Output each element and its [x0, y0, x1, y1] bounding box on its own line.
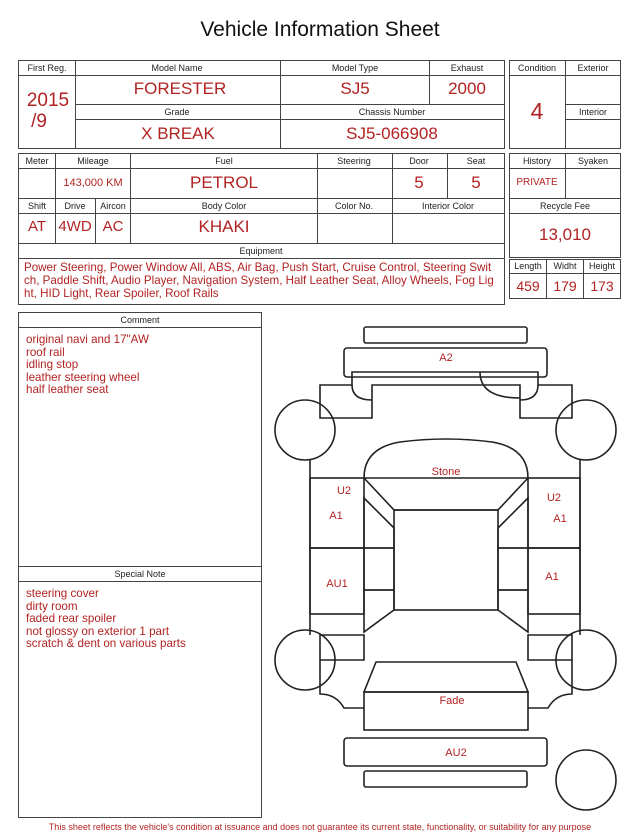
drive-value: 4WD: [58, 218, 92, 235]
model-type-label: Model Type: [331, 63, 379, 73]
right-quarter-window: [498, 590, 528, 632]
seat-label: Seat: [466, 156, 486, 166]
height-value: 173: [590, 278, 614, 294]
rear-left-corner: [320, 660, 364, 708]
syaken-label: Syaken: [577, 156, 609, 166]
meter-label: Meter: [25, 156, 49, 166]
recycle-fee-label: Recycle Fee: [539, 201, 591, 211]
disclaimer-footer: This sheet reflects the vehicle's condition at issuance and does not guarantee its current state, functionality, or suitability for any purpose: [48, 822, 592, 832]
aircon-label: Aircon: [100, 201, 126, 211]
front-grille-bar: [364, 327, 527, 343]
grade-value: X BREAK: [141, 124, 215, 143]
seat-value: 5: [471, 173, 481, 192]
front-right-light: [520, 385, 538, 400]
body-color-value: KHAKI: [198, 217, 250, 236]
shift-label: Shift: [27, 201, 47, 211]
color-no-label: Color No.: [334, 201, 374, 211]
comment-list: [26, 334, 149, 397]
model-name-label: Model Name: [151, 63, 203, 73]
exhaust-value: 2000: [448, 79, 486, 98]
windshield: [364, 478, 528, 510]
mark-tailgate: Fade: [439, 695, 465, 707]
wheel-front-left: [275, 400, 335, 460]
mark-rear-bumper: AU2: [445, 747, 467, 759]
left-rear-window: [364, 548, 394, 590]
exhaust-label: Exhaust: [450, 63, 484, 73]
interior-color-label: Interior Color: [421, 201, 475, 211]
special-note-line: not glossy on exterior 1 part: [26, 624, 170, 638]
length-value: 459: [516, 278, 540, 294]
equipment-label: Equipment: [239, 246, 283, 256]
mark-front-bumper: A2: [439, 352, 453, 364]
door-label: Door: [409, 156, 429, 166]
fuel-value: PETROL: [189, 173, 259, 192]
mark-hood: Stone: [431, 466, 461, 478]
interior-label: Interior: [578, 107, 608, 117]
comment-line: original navi and 17"AW: [26, 333, 149, 346]
special-note-line: steering cover: [26, 587, 99, 600]
width-label: Widht: [553, 261, 577, 271]
history-value: PRIVATE: [516, 177, 558, 188]
mark-right-front-fender: A1: [553, 513, 567, 525]
aircon-value: AC: [102, 218, 124, 235]
condition-value: 4: [530, 98, 544, 124]
comment-line: roof rail: [26, 345, 65, 359]
mark-left-rear-door: AU1: [326, 578, 348, 590]
comment-line: idling stop: [26, 358, 79, 372]
mark-right-rear-door: A1: [545, 571, 559, 583]
mark-left-front-fender-upper: U2: [336, 485, 352, 497]
special-note-label: Special Note: [114, 569, 166, 579]
roof: [394, 510, 498, 610]
special-note-line: scratch & dent on various parts: [26, 637, 186, 651]
comment-line: leather steering wheel: [26, 370, 140, 384]
body-color-label: Body Color: [201, 201, 247, 211]
recycle-fee-value: 13,010: [539, 225, 591, 244]
special-note-line: faded rear spoiler: [26, 612, 117, 626]
exterior-label: Exterior: [577, 63, 609, 73]
mark-left-front-fender: A1: [329, 510, 343, 522]
right-rear-window: [498, 548, 528, 590]
first-reg-year: 2015: [26, 90, 70, 111]
comment-label: Comment: [120, 315, 160, 325]
history-label: History: [522, 156, 552, 166]
mileage-label: Mileage: [77, 156, 109, 166]
mileage-value: 143,000 KM: [63, 177, 123, 189]
width-value: 179: [553, 278, 577, 294]
drive-label: Drive: [64, 201, 86, 211]
model-type-value: SJ5: [340, 79, 370, 98]
first-reg-label: First Reg.: [27, 63, 67, 73]
rear-right-corner: [528, 660, 572, 708]
special-note-list: [26, 588, 186, 651]
first-reg-month: /9: [31, 111, 47, 132]
rear-bar: [364, 771, 527, 787]
steering-label: Steering: [337, 156, 371, 166]
height-label: Height: [588, 261, 616, 271]
special-note-line: dirty room: [26, 599, 78, 613]
page-title: Vehicle Information Sheet: [200, 18, 440, 41]
chassis-value: SJ5-066908: [346, 124, 438, 143]
front-left-light: [352, 385, 372, 400]
chassis-label: Chassis Number: [358, 107, 426, 117]
door-value: 5: [414, 173, 424, 192]
spare-wheel: [556, 750, 616, 810]
shift-value: AT: [27, 218, 47, 235]
rear-glass: [364, 662, 528, 692]
left-quarter-window: [364, 590, 394, 632]
condition-label: Condition: [517, 63, 557, 73]
grade-label: Grade: [164, 107, 190, 117]
equipment-value: Power Steering, Power Window All, ABS, Air Bag, Push Start, Cruise Control, Steering Switch, Paddle Shift, Audio Player, Navigation System, Half Leather Seat, Alloy Wheels, Fog Light, HID Light, Rear Spoiler, Roof Rails: [24, 261, 494, 300]
mark-right-front-fender-upper: U2: [546, 492, 562, 504]
wheel-front-right: [556, 400, 616, 460]
length-label: Length: [514, 261, 542, 271]
comment-line: half leather seat: [26, 383, 109, 397]
fuel-label: Fuel: [215, 156, 233, 166]
car-damage-diagram: [268, 318, 630, 818]
model-name-value: FORESTER: [133, 79, 227, 98]
